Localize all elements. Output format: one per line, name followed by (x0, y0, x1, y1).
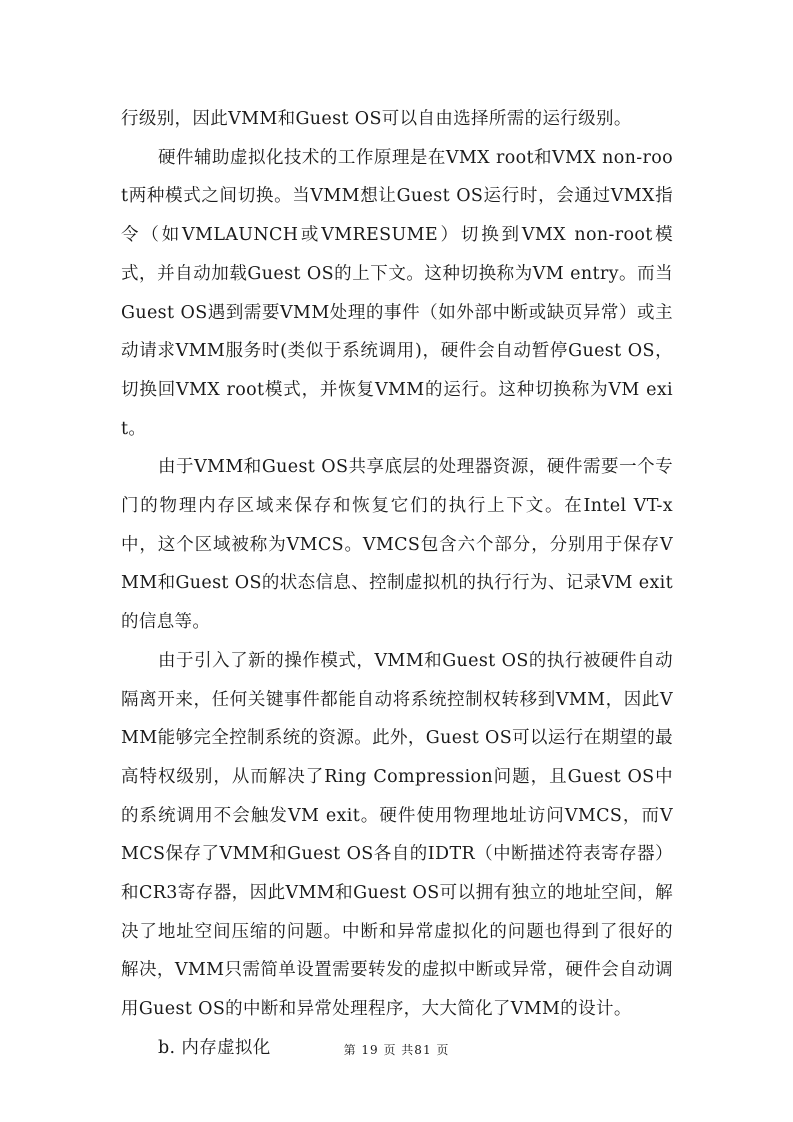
paragraph: 硬件辅助虚拟化技术的工作原理是在VMX root和VMX non-root两种模式之间切换。当VMM想让Guest OS运行时，会通过VMX指令（如VMLAUNCH或VMRESUME）切换到VMX non-root模式，并自动加载Guest OS的上下文。这种切换称为VM entry。而当Guest OS遇到需要VMM处理的事件（如外部中断或缺页异常）或主动请求VMM服务时(类似于系统调用)，硬件会自动暂停Guest OS，切换回VMX root模式，并恢复VMM的运行。这种切换称为VM exit。 (121, 147, 673, 439)
document-body (121, 100, 673, 1068)
paragraph: 由于VMM和Guest OS共享底层的处理器资源，硬件需要一个专门的物理内存区域来保存和恢复它们的执行上下文。在Intel VT-x中，这个区域被称为VMCS。VMCS包含六个部分，分别用于保存VMM和Guest OS的状态信息、控制虚拟机的执行行为、记录VM exit的信息等。 (121, 457, 673, 633)
page-footer: 第 19 页 共81 页 (343, 1043, 450, 1057)
section-heading: b. 内存虚拟化 (158, 1037, 271, 1058)
paragraph: 由于引入了新的操作模式，VMM和Guest OS的执行被硬件自动隔离开来，任何关键事件都能自动将系统控制权转移到VMM，因此VMM能够完全控制系统的资源。此外，Guest OS可以运行在期望的最高特权级别，从而解决了Ring Compression问题，且Guest OS中的系统调用不会触发VM exit。硬件使用物理地址访问VMCS，而VMCS保存了VMM和Guest OS各自的IDTR（中断描述符表寄存器）和CR3寄存器，因此VMM和Guest OS可以拥有独立的地址空间，解决了地址空间压缩的问题。中断和异常虚拟化的问题也得到了很好的解决，VMM只需简单设置需要转发的虚拟中断或异常，硬件会自动调用Guest OS的中断和异常处理程序，大大简化了VMM的设计。 (121, 650, 673, 1020)
paragraph: 行级别，因此VMM和Guest OS可以自由选择所需的运行级别。 (121, 109, 632, 129)
